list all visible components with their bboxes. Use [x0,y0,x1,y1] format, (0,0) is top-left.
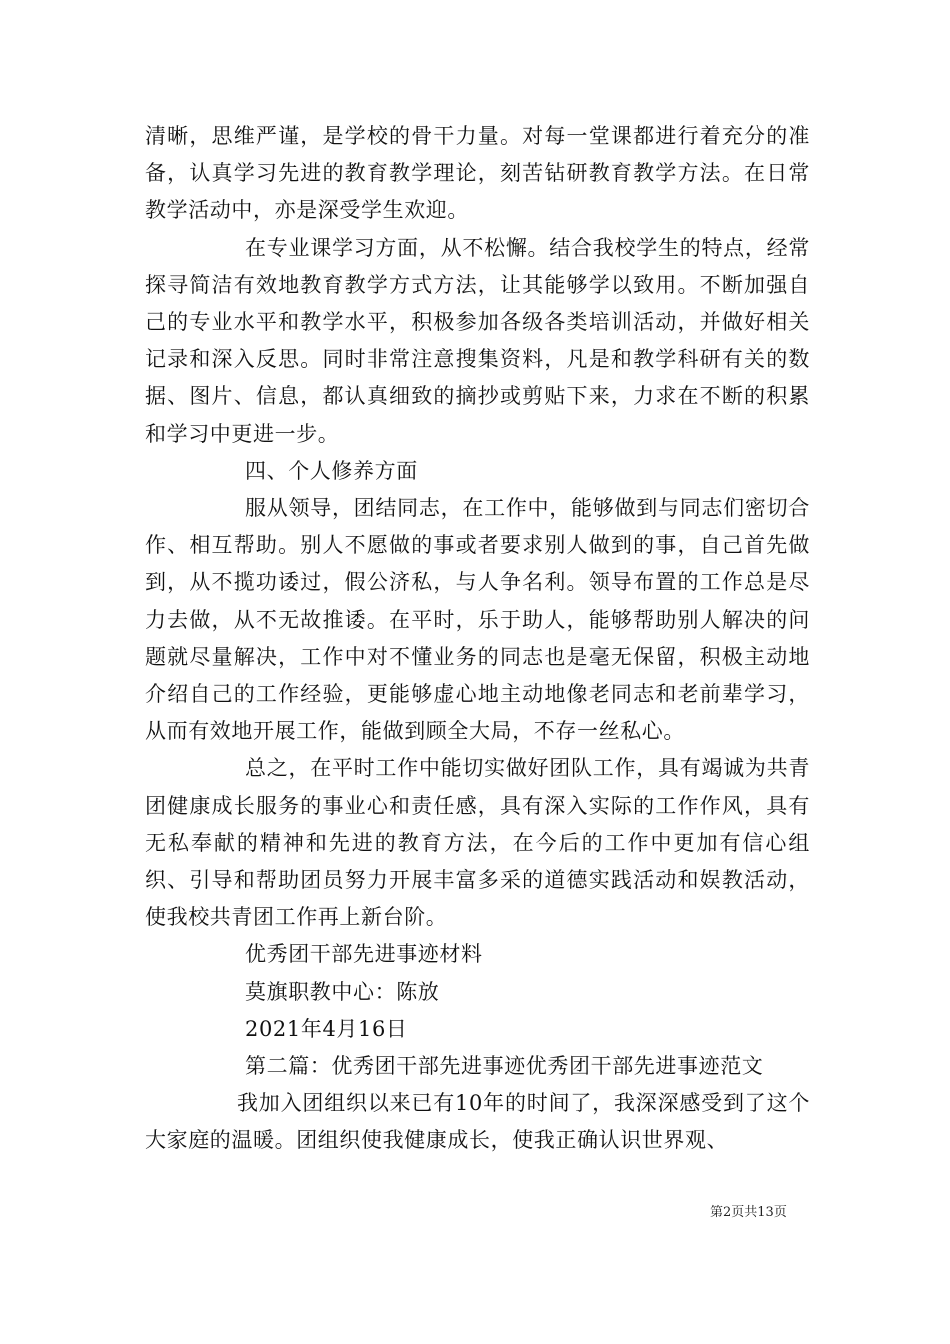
page-number: 第2页共13页 [710,1205,787,1220]
section-heading: 四、个人修养方面 [245,458,418,483]
paragraph-1: 清晰，思维严谨，是学校的骨干力量。对每一堂课都进行着充分的准备，认真学习先进的教育教学理论，刻苦钻研教育教学方法。在日常教学活动中，亦是深受学生欢迎。 [145,124,810,223]
paragraph-5: 我加入团组织以来已有10年的时间了，我深深感受到了这个大家庭的温暖。团组织使我健康成长，使我正确认识世界观、 [145,1091,810,1153]
paragraph-2: 在专业课学习方面，从不松懈。结合我校学生的特点，经常探寻简洁有效地教育教学方式方法，让其能够学以致用。不断加强自己的专业水平和教学水平，积极参加各级各类培训活动，并做好相关记录和深入反思。同时非常注意搜集资料，凡是和教学科研有关的数据、图片、信息，都认真细致的摘抄或剪贴下来，力求在不断的积累和学习中更进一步。 [145,235,810,446]
paragraph-3: 服从领导，团结同志，在工作中，能够做到与同志们密切合作、相互帮助。别人不愿做的事或者要求别人做到的事，自己首先做到，从不揽功诿过，假公济私，与人争名利。领导布置的工作总是尽力去做，从不无故推诿。在平时，乐于助人，能够帮助别人解决的问题就尽量解决，工作中对不懂业务的同志也是毫无保留，积极主动地介绍自己的工作经验，更能够虚心地主动地像老同志和老前辈学习，从而有效地开展工作，能做到顾全大局，不存一丝私心。 [145,496,810,744]
document-title-line: 优秀团干部先进事迹材料 [245,942,483,967]
document-body [145,118,810,1160]
date-line: 2021年4月16日 [245,1016,408,1041]
chapter-heading: 第二篇：优秀团干部先进事迹优秀团干部先进事迹范文 [245,1054,764,1079]
author-line: 莫旗职教中心：陈放 [245,979,440,1004]
paragraph-4: 总之，在平时工作中能切实做好团队工作，具有竭诚为共青团健康成长服务的事业心和责任感，具有深入实际的工作作风，具有无私奉献的精神和先进的教育方法，在今后的工作中更加有信心组织、引导和帮助团员努力开展丰富多采的道德实践活动和娱教活动，使我校共青团工作再上新台阶。 [145,756,810,930]
